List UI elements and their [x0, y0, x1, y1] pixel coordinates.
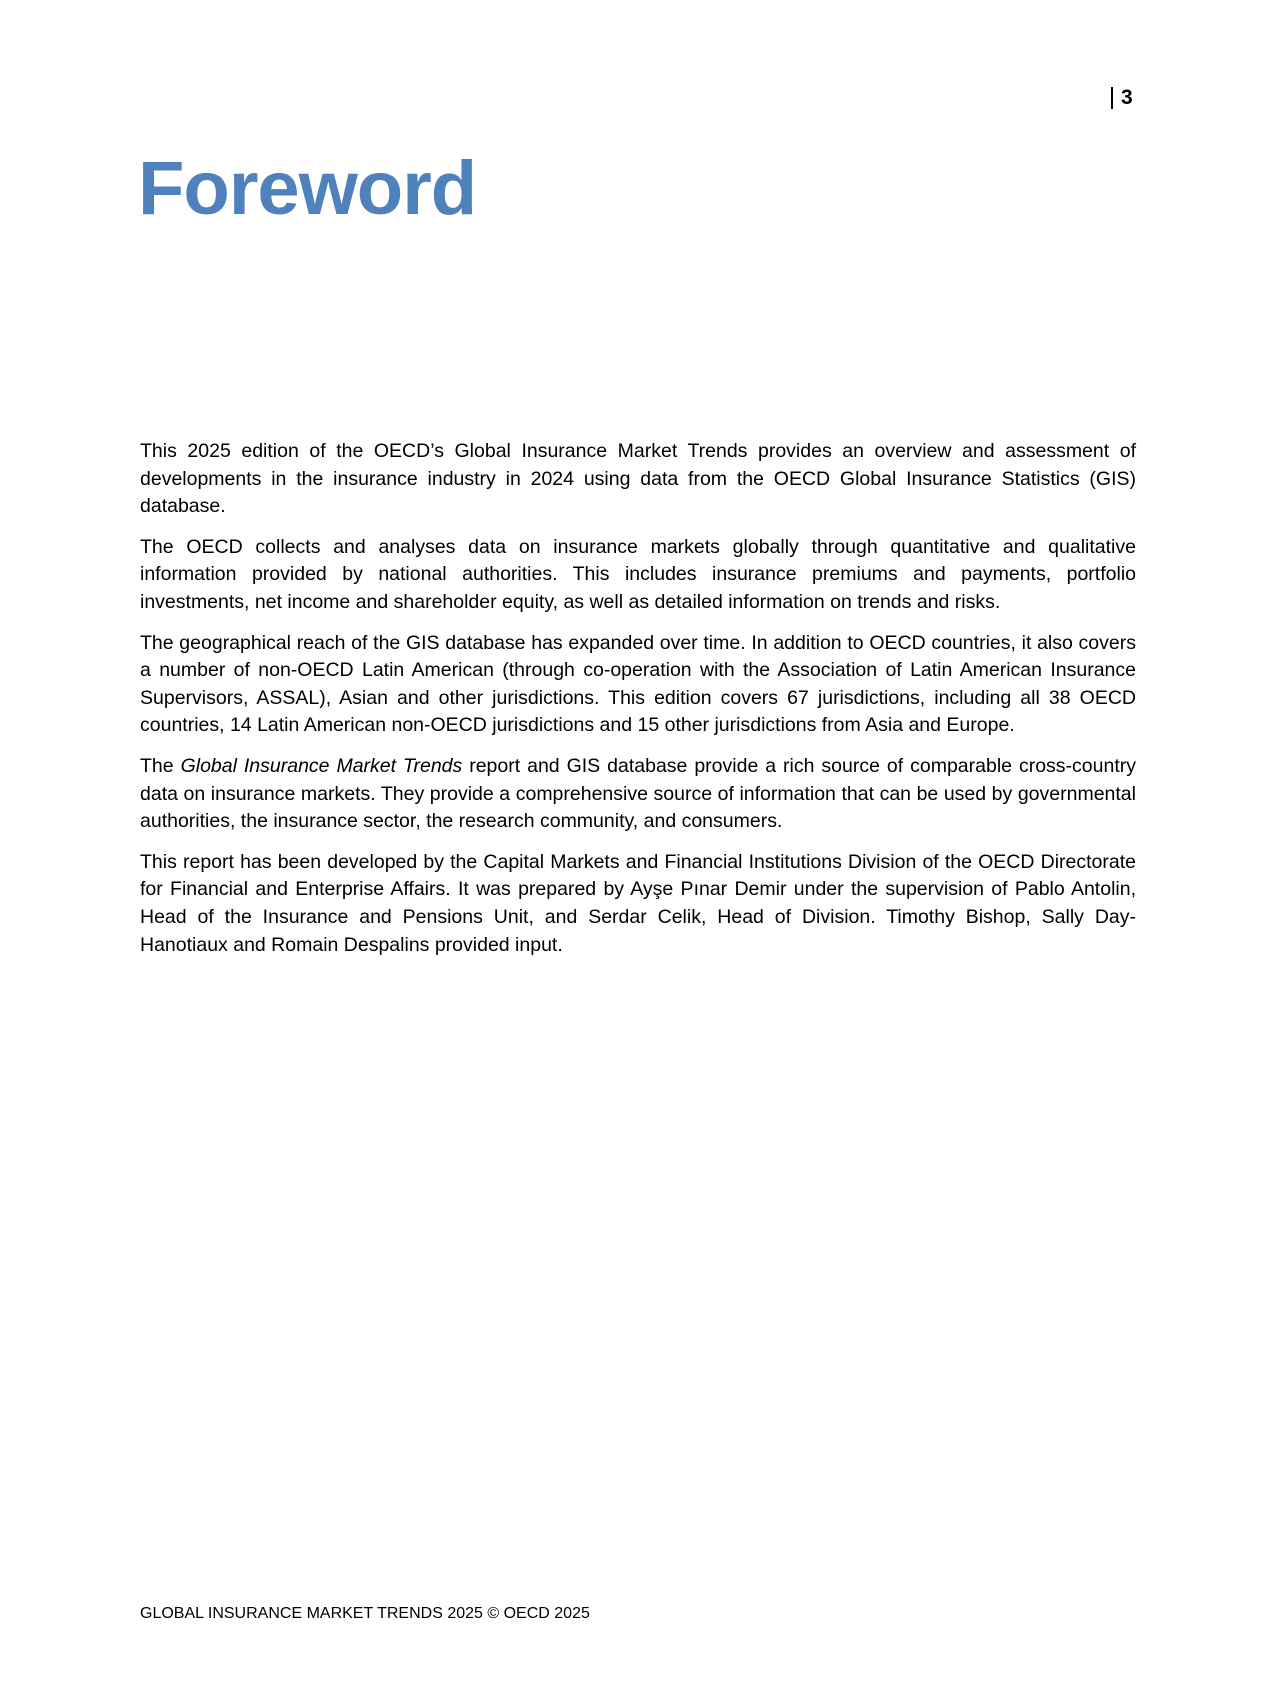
paragraph-edition-overview: This 2025 edition of the OECD’s Global Insurance Market Trends provides an overview and assessment of developments in the insurance industry in 2024 using data from the OECD Global Insurance Statistics (GIS) database. — [140, 440, 1136, 518]
paragraph-geographical-reach: The geographical reach of the GIS database has expanded over time. In addition to OECD countries, it also covers a number of non-OECD Latin American (through co-operation with the Association of Latin American Insurance Supervisors, ASSAL), Asian and other jurisdictions. This edition covers 67 jurisdictions, including all 38 OECD countries, 14 Latin American non-OECD jurisdictions and 15 other jurisdictions from Asia and Europe. — [140, 631, 1136, 737]
page-number-value: 3 — [1121, 86, 1133, 109]
page-number-divider — [1111, 87, 1113, 109]
paragraph-report-usage — [140, 753, 1136, 836]
page-title: Foreword — [138, 146, 477, 231]
foreword-body — [140, 438, 1136, 972]
paragraph-data-collection: The OECD collects and analyses data on insurance markets globally through quantitative and qualitative information provided by national authorities. This includes insurance premiums and payments, portfolio investments, net income and shareholder equity, as well as detailed information on trends and risks. — [140, 535, 1136, 613]
page-number — [1111, 86, 1133, 110]
report-title-italic: Global Insurance Market Trends — [180, 754, 463, 777]
paragraph-report-usage-prefix: The — [140, 754, 181, 777]
paragraph-report-usage-rest: report and GIS database provide a rich source of comparable cross-country data on insurance markets. They provide a comprehensive source of information that can be used by governmental authorities, the insurance sector, the research community, and consumers. — [140, 754, 1136, 833]
page-footer: GLOBAL INSURANCE MARKET TRENDS 2025 © OECD 2025 — [140, 1605, 590, 1622]
paragraph-acknowledgements: This report has been developed by the Capital Markets and Financial Institutions Division of the OECD Directorate for Financial and Enterprise Affairs. It was prepared by Ayşe Pınar Demir under the supervision of Pablo Antolin, Head of the Insurance and Pensions Unit, and Serdar Celik, Head of Division. Timothy Bishop, Sally Day-Hanotiaux and Romain Despalins provided input. — [140, 850, 1136, 956]
